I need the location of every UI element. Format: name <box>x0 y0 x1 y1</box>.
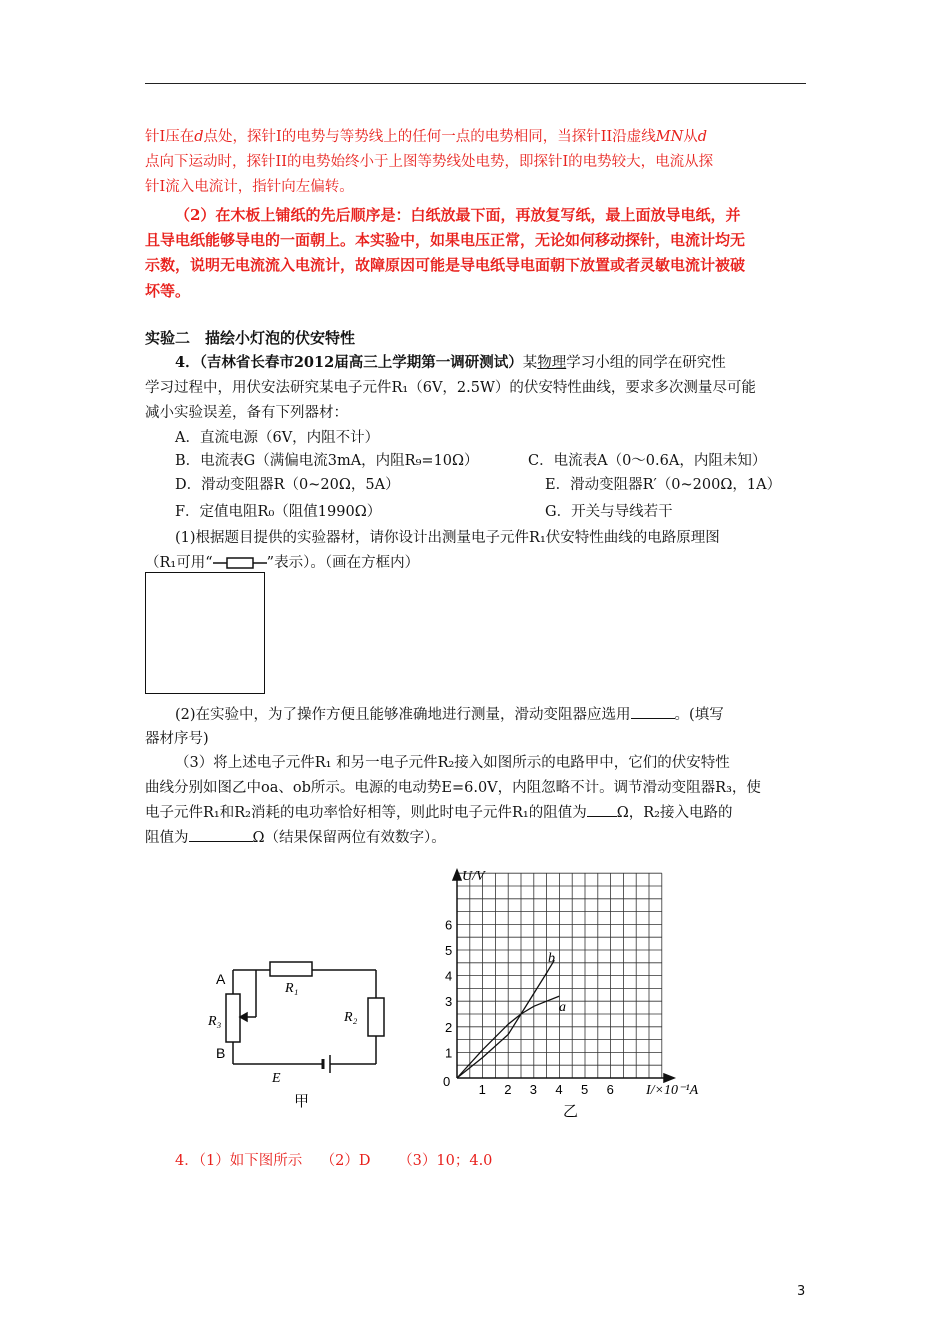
y-tick-label: 3 <box>445 994 453 1010</box>
graph-xlabel: I/×10⁻¹A <box>646 1083 699 1098</box>
page-number: 3 <box>797 1284 806 1299</box>
q1-line-2: （R₁可用“ ”表示）。（画在方框内） <box>145 555 420 571</box>
q3-r2-answer-blank[interactable] <box>189 827 253 842</box>
option-d: D．滑动变阻器R（0~20Ω，5A） <box>175 477 400 493</box>
option-f: F．定值电阻R₀（阻值1990Ω） <box>175 504 382 520</box>
solution-p2-line-4: 坏等。 <box>145 282 191 300</box>
circuit-label-b: B <box>216 1045 226 1061</box>
q3-r1-answer-blank[interactable] <box>587 802 617 817</box>
resistor-symbol-icon <box>213 556 267 570</box>
option-c: C．电流表A（0～0.6A，内阻未知） <box>528 453 767 469</box>
x-tick-label: 5 <box>581 1082 589 1097</box>
q3-line-1: （3）将上述电子元件R₁ 和另一电子元件R₂接入如图所示的电路甲中，它们的伏安特性 <box>175 755 730 771</box>
solution-p2-line-1: （2）在木板上铺纸的先后顺序是：白纸放最下面，再放复写纸，最上面放导电纸，并 <box>175 206 741 224</box>
solution-p2-line-2: 且导电纸能够导电的一面朝上。本实验中，如果电压正常，无论如何移动探针，电流计均无 <box>145 231 746 249</box>
x-tick-label: 2 <box>504 1082 512 1097</box>
curve-ob <box>457 960 554 1078</box>
q1-line-1: (1)根据题目提供的实验器材，请你设计出测量电子元件R₁伏安特性曲线的电路原理图 <box>175 530 720 546</box>
option-e: E．滑动变阻器R′（0~200Ω，1A） <box>545 477 782 493</box>
option-g: G．开关与导线若干 <box>545 504 673 520</box>
solution-p2-line-3: 示数，说明无电流流入电流计，故障原因可能是导电纸导电面朝下放置或者灵敏电流计被破 <box>145 256 746 274</box>
header-rule <box>145 83 806 84</box>
x-tick-label: 6 <box>606 1082 614 1097</box>
solution-line-3: 针Ⅰ流入电流计，指针向左偏转。 <box>145 179 354 195</box>
y-tick-label: 1 <box>445 1045 453 1061</box>
q2-answer-blank[interactable] <box>631 704 675 719</box>
curve-b-label: b <box>548 951 555 966</box>
q3-line-3: 电子元件R₁和R₂消耗的电功率恰好相等，则此时电子元件R₁的阻值为 Ω，R₂接入电路的 <box>145 801 732 822</box>
circuit-label-r1: R₁ <box>285 981 299 996</box>
question-line-1: 4．（吉林省长春市2012届高三上学期第一调研测试）某物理学习小组的同学在研究性 <box>175 354 726 371</box>
circuit-label-r2: R₂ <box>344 1010 358 1025</box>
question-line-2: 学习过程中，用伏安法研究某电子元件R₁（6V，2.5W）的伏安特性曲线，要求多次测量尽可能 <box>145 380 756 396</box>
x-tick-label: 1 <box>478 1082 486 1097</box>
q2-line-1: (2)在实验中，为了操作方便且能够准确地进行测量，滑动变阻器应选用 。(填写 <box>175 703 724 724</box>
circuit-diagram <box>226 962 384 1073</box>
graph-origin: 0 <box>443 1074 451 1089</box>
option-b: B．电流表G（满偏电流3mA，内阻R₉=10Ω） <box>175 453 479 469</box>
solution-line-2: 点向下运动时，探针II的电势始终小于上图等势线处电势，即探针Ⅰ的电势较大，电流从探 <box>145 154 714 170</box>
curve-a-label: a <box>559 1000 566 1015</box>
graph-axes <box>453 870 674 1082</box>
y-tick-label: 2 <box>445 1019 453 1035</box>
graph-grid <box>457 873 662 1078</box>
q2-line-2: 器材序号) <box>145 731 209 747</box>
curve-oa <box>457 996 559 1078</box>
section-title: 实验二 描绘小灯泡的伏安特性 <box>145 329 356 347</box>
q3-line-4: 阻值为 Ω（结果保留两位有效数字）。 <box>145 826 446 847</box>
graph-caption: 乙 <box>563 1102 579 1120</box>
solution-line-1: 针Ⅰ压在d点处，探针Ⅰ的电势与等势线上的任何一点的电势相同，当探针II沿虚线MN从d <box>145 129 708 145</box>
circuit-label-a: A <box>216 971 226 987</box>
answer-drawing-box <box>145 572 265 694</box>
question-line-3: 减小实验误差，备有下列器材： <box>145 405 348 421</box>
circuit-label-e: E <box>272 1071 281 1086</box>
y-tick-label: 5 <box>445 943 453 958</box>
y-tick-label: 6 <box>445 917 453 933</box>
option-a: A．直流电源（6V，内阻不计） <box>175 430 380 446</box>
answer-line: 4．（1）如下图所示 （2）D （3）10；4.0 <box>175 1153 493 1169</box>
graph-ylabel: U/V <box>462 869 485 884</box>
x-tick-label: 4 <box>555 1082 563 1097</box>
y-tick-label: 4 <box>445 968 453 984</box>
q3-line-2: 曲线分别如图乙中oa、ob所示。电源的电动势E=6.0V，内阻忽略不计。调节滑动变阻器R₃，使 <box>145 780 761 796</box>
x-tick-label: 3 <box>529 1082 538 1097</box>
circuit-caption: 甲 <box>294 1092 310 1110</box>
circuit-label-r3: R₃ <box>208 1014 222 1029</box>
